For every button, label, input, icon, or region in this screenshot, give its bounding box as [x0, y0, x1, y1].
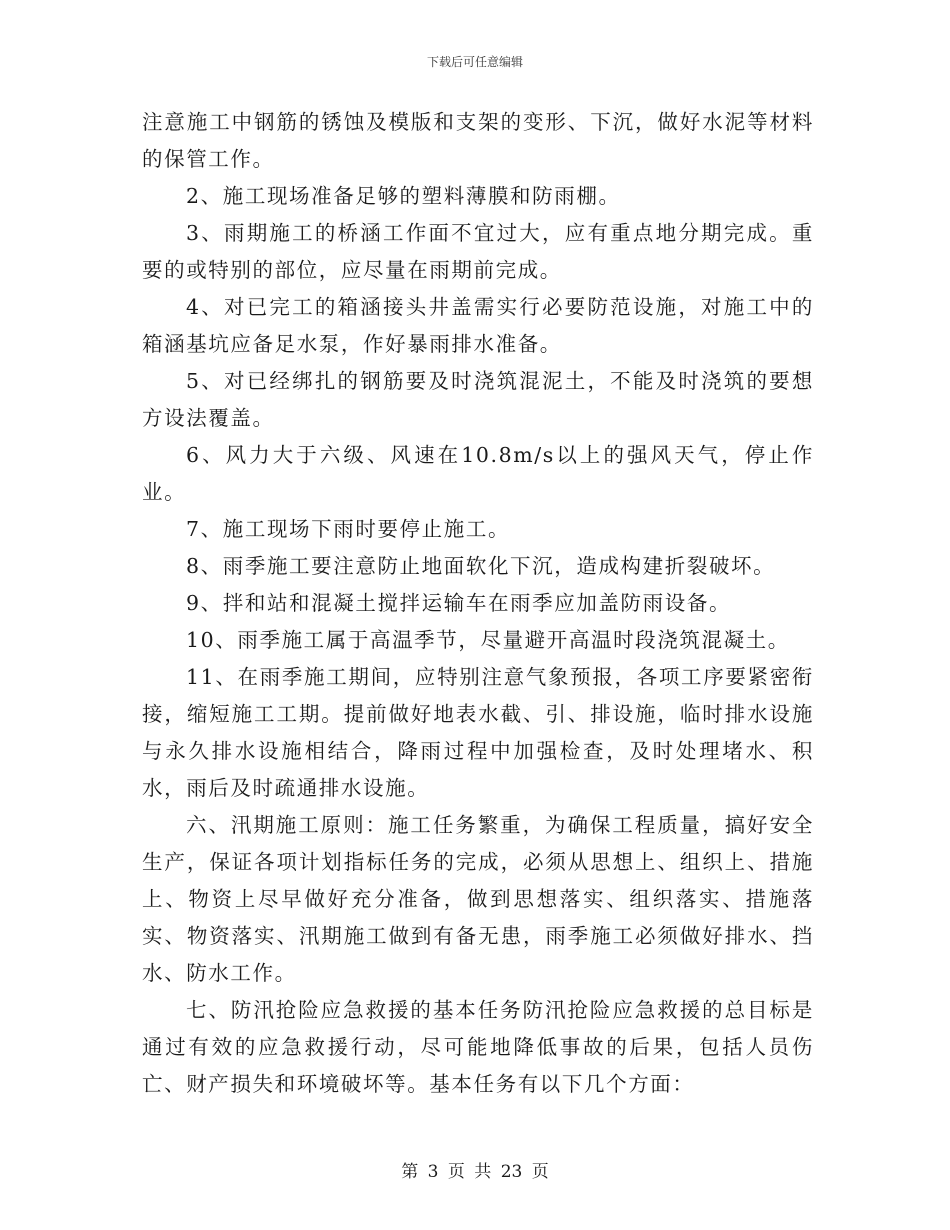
body-text [142, 104, 814, 1103]
list-item-3: 3、雨期施工的桥涵工作面不宜过大，应有重点地分期完成。重要的或特别的部位，应尽量在雨期前完成。 [142, 221, 814, 282]
list-item-9: 9、拌和站和混凝土搅拌运输车在雨季应加盖防雨设备。 [186, 591, 732, 615]
header-note: 下载后可任意编辑 [426, 55, 523, 69]
section-6-flood-principles: 六、汛期施工原则：施工任务繁重，为确保工程质量，搞好安全生产，保证各项计划指标任务的完成，必须从思想上、组织上、措施上、物资上尽早做好充分准备，做到思想落实、组织落实、措施落实、物资落实、汛期施工做到有备无患，雨季施工必须做好排水、挡水、防水工作。 [142, 813, 814, 985]
list-item-11: 11、在雨季施工期间，应特别注意气象预报，各项工序要紧密衔接，缩短施工工期。提前做好地表水截、引、排设施，临时排水设施与永久排水设施相结合，降雨过程中加强检查，及时处理堵水、积水，雨后及时疏通排水设施。 [142, 665, 814, 800]
list-item-8: 8、雨季施工要注意防止地面软化下沉，造成构建折裂破坏。 [186, 554, 776, 578]
page-number: 第 3 页 共 23 页 [401, 1162, 549, 1182]
list-item-6: 6、风力大于六级、风速在10.8m/s以上的强风天气，停止作业。 [142, 443, 814, 504]
paragraph-continuation: 注意施工中钢筋的锈蚀及模版和支架的变形、下沉，做好水泥等材料的保管工作。 [142, 110, 814, 171]
list-item-10: 10、雨季施工属于高温季节，尽量避开高温时段浇筑混凝土。 [186, 628, 790, 652]
list-item-2: 2、施工现场准备足够的塑料薄膜和防雨棚。 [186, 184, 621, 208]
section-7-emergency-rescue: 七、防汛抢险应急救援的基本任务防汛抢险应急救援的总目标是通过有效的应急救援行动，尽可能地降低事故的后果，包括人员伤亡、财产损失和环境破坏等。基本任务有以下几个方面： [142, 998, 814, 1096]
list-item-4: 4、对已完工的箱涵接头井盖需实行必要防范设施，对施工中的箱涵基坑应备足水泵，作好暴雨排水准备。 [142, 295, 814, 356]
list-item-7: 7、施工现场下雨时要停止施工。 [186, 517, 511, 541]
list-item-5: 5、对已经绑扎的钢筋要及时浇筑混泥土，不能及时浇筑的要想方设法覆盖。 [142, 369, 814, 430]
